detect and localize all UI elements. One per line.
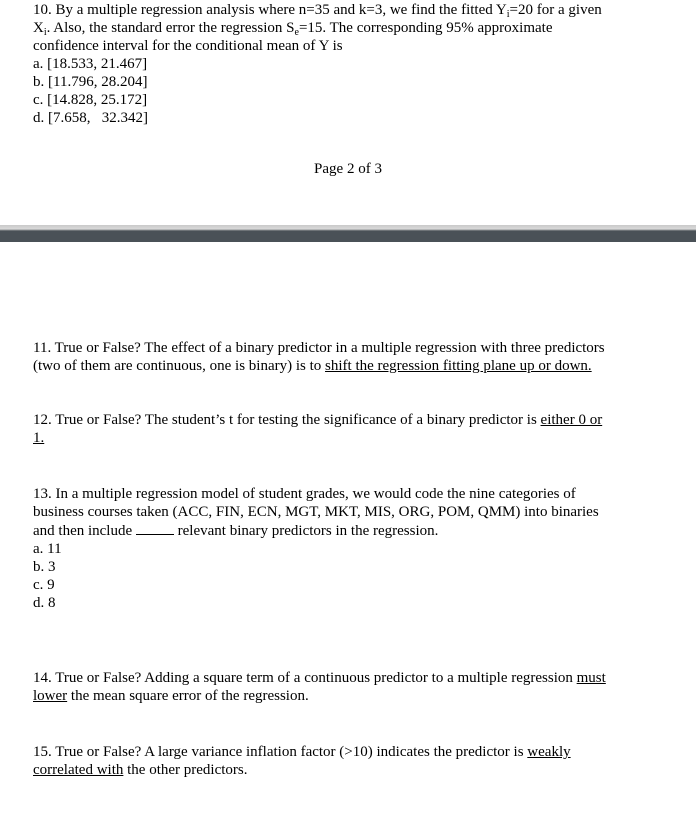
question-10-line-1 [33,1,663,19]
q13-text-a: and then include [33,523,136,539]
subscript-i: i [506,9,510,20]
q12-underlined-text: either 0 or [540,412,603,428]
q15-underlined-text: weakly [527,744,571,760]
question-12 [33,411,663,447]
q13-text-b: relevant binary predictors in the regression. [173,523,439,539]
question-14 [33,669,663,705]
q12-underlined-text-2: 1. [33,430,45,446]
question-10 [33,1,663,127]
q11-underlined-text: shift the regression fitting plane up or down. [325,358,592,374]
page-break-divider [0,225,696,242]
answer-blank [136,521,174,535]
option-b: b. 3 [33,559,56,575]
option-c: c. 9 [33,577,55,593]
question-13-line-2: business courses taken (ACC, FIN, ECN, MGT, MKT, MIS, ORG, POM, QMM) into binaries [33,504,599,520]
q10-text-c: X [33,20,44,36]
question-13-line-3 [33,521,663,540]
option-c: c. [14.828, 25.172] [33,92,148,108]
question-15-line-2 [33,761,663,779]
question-14-line-1 [33,669,663,687]
option-b: b. [11.796, 28.204] [33,74,148,90]
question-13 [33,485,663,612]
question-13-line-1: 13. In a multiple regression model of student grades, we would code the nine categories of [33,486,576,502]
q14-text-2: the mean square error of the regression. [67,688,309,704]
option-a: a. 11 [33,541,62,557]
question-11-line-1: 11. True or False? The effect of a binary predictor in a multiple regression with three predictors [33,340,605,356]
q11-text: (two of them are continuous, one is binary) is to [33,358,326,374]
question-10-line-3: confidence interval for the conditional mean of Y is [33,38,343,54]
q14-underlined-text: must [576,670,606,686]
q15-underlined-text-2: correlated with [33,762,124,778]
question-15 [33,743,663,779]
question-11-line-2 [33,357,663,375]
question-15-line-1 [33,743,663,761]
question-14-line-2 [33,687,663,705]
q14-text: 14. True or False? Adding a square term of a continuous predictor to a multiple regression [33,670,577,686]
q10-text-b: =20 for a given [509,2,602,18]
q10-text-a: 10. By a multiple regression analysis where n=35 and k=3, we find the fitted Y [33,2,507,18]
option-d: d. [7.658, 32.342] [33,110,148,126]
subscript-i: i [43,27,47,38]
question-11 [33,339,663,375]
page-number: Page 2 of 3 [314,161,382,177]
question-10-line-2 [33,19,663,37]
q12-text: 12. True or False? The student’s t for testing the significance of a binary predictor is [33,412,541,428]
q10-text-e: =15. The corresponding 95% approximate [298,20,553,36]
q14-underlined-text-2: lower [33,688,68,704]
q10-text-d: . Also, the standard error the regression S [46,20,295,36]
question-12-line-2 [33,429,663,447]
option-d: d. 8 [33,595,56,611]
question-12-line-1 [33,411,663,429]
option-a: a. [18.533, 21.467] [33,56,148,72]
q15-text: 15. True or False? A large variance inflation factor (>10) indicates the predictor is [33,744,528,760]
subscript-e: e [294,27,299,38]
q15-text-2: the other predictors. [123,762,248,778]
